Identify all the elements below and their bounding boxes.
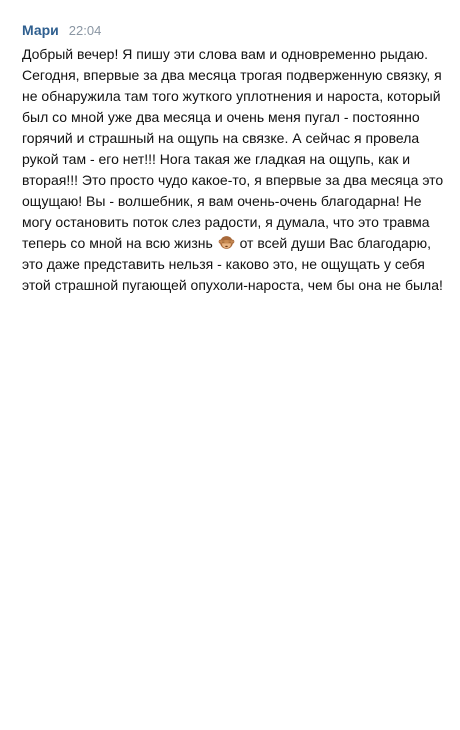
message-text-part2: от всей души Вас благодарю, это даже представить нельзя - каково это, не ощущать у себя этой страшной пугающей опухоли-нароста, чем бы она не была! [22,235,443,293]
chat-message [22,22,446,296]
message-time: 22:04 [68,23,102,38]
see-no-evil-monkey-icon [218,234,235,251]
message-text-part1: Добрый вечер! Я пишу эти слова вам и одновременно рыдаю. Сегодня, впервые за два месяца трогая подверженную связку, я не обнаружила там того жуткого уплотнения и нароста, который был со мной уже два месяца и очень меня пугал - постоянно горячий и страшный на ощупь на связке. А сейчас я провела рукой там - его нет!!! Нога такая же гладкая на ощупь, как и вторая!!! Это просто чудо какое-то, я впервые за два месяца это ощущаю! Вы - волшебник, я вам очень-очень благодарна! Не могу остановить поток слез радости, я думала, что это травма теперь со мной на всю жизнь [22,46,444,251]
message-text [22,44,446,296]
message-header [22,22,446,42]
author-name[interactable]: Мари [22,22,59,38]
